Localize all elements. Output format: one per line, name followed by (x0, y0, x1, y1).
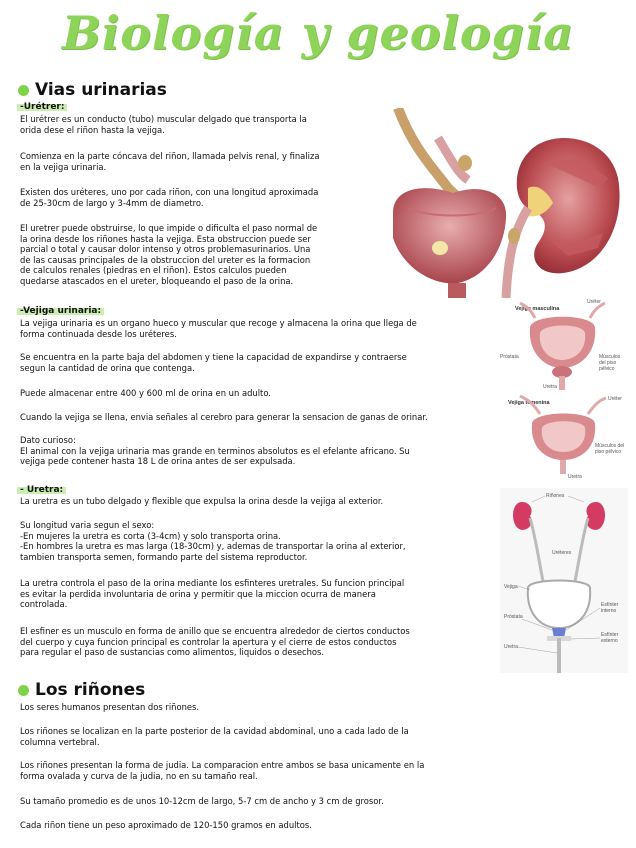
female-uretra-label: Uretra (568, 474, 582, 480)
ureter-paragraph-1: El urétrer es un conducto (tubo) muscular delgado que transporta la orida dese el riñon hasta la vejiga. (20, 114, 307, 135)
schematic-uretra-label: Uretra (504, 644, 518, 650)
uretra-paragraph-3: La uretra controla el paso de la orina mediante los esfinteres uretrales. Su funcion principal es evitar la perdida involuntaria de orina y permitir que la miccion ocurra de manera controlada. (20, 578, 405, 609)
urinary-system-schematic (500, 488, 628, 673)
svg-text:Uréteres (552, 550, 572, 556)
bullet-dot-icon (18, 85, 29, 96)
rinones-paragraph-1: Los seres humanos presentan dos riñones. (20, 702, 200, 712)
male-musculos-label: Músculos (599, 354, 621, 360)
svg-text:Uretra (568, 474, 582, 480)
schematic-esfinter-externo-label: Esfínter (601, 632, 619, 638)
rinones-paragraph-4: Su tamaño promedio es de unos 10-12cm de largo, 5-7 cm de ancho y 3 cm de grosor. (20, 796, 384, 806)
male-bladder-title: Vejiga masculina (515, 306, 560, 312)
ureter-paragraph-3: Existen dos uréteres, uno por cada riñon, con una longitud aproximada de 25-30cm de largo y 3-4mm de diametro. (20, 187, 319, 208)
section-heading-text: Los riñones (35, 680, 146, 700)
subheading-vejiga: -Vejiga urinaria: (17, 306, 104, 316)
uretra-paragraph-4: El esfiner es un musculo en forma de anillo que se encuentra alrededor de ciertos conductos del cuerpo y cuya funcion principal es controlar la apertura y el cierre de estos conductos para regular el paso de sustancias como alimentos, liquidos o desechos. (20, 626, 410, 657)
uretra-paragraph-1: La uretra es un tubo delgado y flexible que expulsa la orina desde la vejiga al exterior. (20, 496, 384, 506)
rinones-paragraph-3: Los riñones presentan la forma de judia. La comparacion entre ambos se basa unicamente en la forma ovalada y curva de la judia, no en su tamaño real. (20, 760, 425, 781)
bullet-dot-icon (18, 685, 29, 696)
schematic-vejiga-label: Vejiga (504, 584, 518, 590)
section-heading-los-rinones (18, 680, 145, 700)
svg-text:Uréter (587, 299, 601, 305)
vejiga-paragraph-1: La vejiga urinaria es un organo hueco y muscular que recoge y almacena la orina que llega de forma continuada desde los uréteres. (20, 318, 417, 339)
schematic-ureteres-label: Uréteres (552, 550, 572, 556)
section-heading-text: Vias urinarias (35, 80, 167, 100)
ureter-paragraph-4: El uretrer puede obstruirse, lo que impide o dificulta el paso normal de la orina desde los riñones hasta la vejiga. Esta obstruccion puede ser parcial o total y causar dolor intenso y otros problemasurinarios. Una de las causas principales de la obstruccion del ureter es la formacion de calculos renales (piedras en el riñon). Estos calculos pueden quedarse atascados en el ureter, bloqueando el paso de la orina. (20, 223, 318, 286)
subheading-uretra: - Uretra: (17, 485, 66, 495)
svg-text:Músculosdel pisopélvico: Músculos del piso pélvico (599, 354, 621, 372)
female-bladder-figure (500, 392, 627, 482)
rinones-paragraph-5: Cada riñon tiene un peso aproximado de 120-150 gramos en adultos. (20, 820, 312, 830)
female-ureter-label: Uréter (608, 396, 622, 402)
vejiga-paragraph-3: Puede almacenar entre 400 y 600 ml de orina en un adulto. (20, 388, 271, 398)
schematic-esfinter-interno-label: Esfínter (601, 602, 619, 608)
ureter-paragraph-2: Comienza en la parte cóncava del riñon, llamada pelvis renal, y finaliza en la vejiga urinaria. (20, 151, 320, 172)
svg-text:Vejiga (504, 584, 518, 590)
page-title: Biología y geología (61, 6, 575, 60)
svg-text:Músculos delpiso pélvico: Músculos del piso pélvico (595, 443, 625, 455)
svg-text:Próstata (500, 354, 519, 360)
svg-text:Vejiga masculina (515, 306, 560, 312)
rinones-paragraph-2: Los riñones se localizan en la parte posterior de la cavidad abdominal, uno a cada lado de la columna vertebral. (20, 726, 409, 747)
uretra-paragraph-2: Su longitud varia segun el sexo: -En mujeres la uretra es corta (3-4cm) y solo transporta orina. -En hombres la uretra es mas larga (18-30cm) y, ademas de transportar la orina al exterior, tambien transporta semen, formando parte del sistema reproductor. (20, 520, 406, 562)
vejiga-paragraph-4: Cuando la vejiga se llena, envia señales al cerebro para generar la sensacion de ganas de orinar. (20, 412, 428, 422)
svg-text:Uréter (608, 396, 622, 402)
ureter-bladder-kidney-illustration (378, 108, 628, 298)
schematic-rinones-label: Riñones (546, 493, 565, 499)
schematic-prostata-label: Próstata (504, 614, 523, 620)
female-bladder-title: Vejiga femenina (508, 400, 550, 406)
section-heading-vias-urinarias (18, 80, 167, 100)
vejiga-paragraph-2: Se encuentra en la parte baja del abdomen y tiene la capacidad de expandirse y contraerse segun la cantidad de orina que contenga. (20, 352, 407, 373)
svg-text:Esfínterexterno: Esfínter externo (601, 632, 619, 644)
subheading-ureter: -Urétrer: (17, 102, 67, 112)
svg-text:Esfínterinterno: Esfínter interno (601, 602, 619, 614)
svg-text:Riñones (546, 493, 565, 499)
svg-text:Próstata (504, 614, 523, 620)
male-bladder-figure (495, 298, 627, 390)
male-prostata-label: Próstata (500, 354, 519, 360)
svg-text:Uretra (504, 644, 518, 650)
male-uretra-label: Uretra (543, 384, 557, 390)
female-musculos-label: Músculos del (595, 443, 625, 449)
vejiga-paragraph-5: Dato curioso: El animal con la vejiga urinaria mas grande en terminos absolutos es el efelante africano. Su vejiga pede contener hasta 18 L de orina antes de ser expulsada. (20, 435, 410, 466)
male-ureter-label: Uréter (587, 299, 601, 305)
svg-text:Uretra (543, 384, 557, 390)
